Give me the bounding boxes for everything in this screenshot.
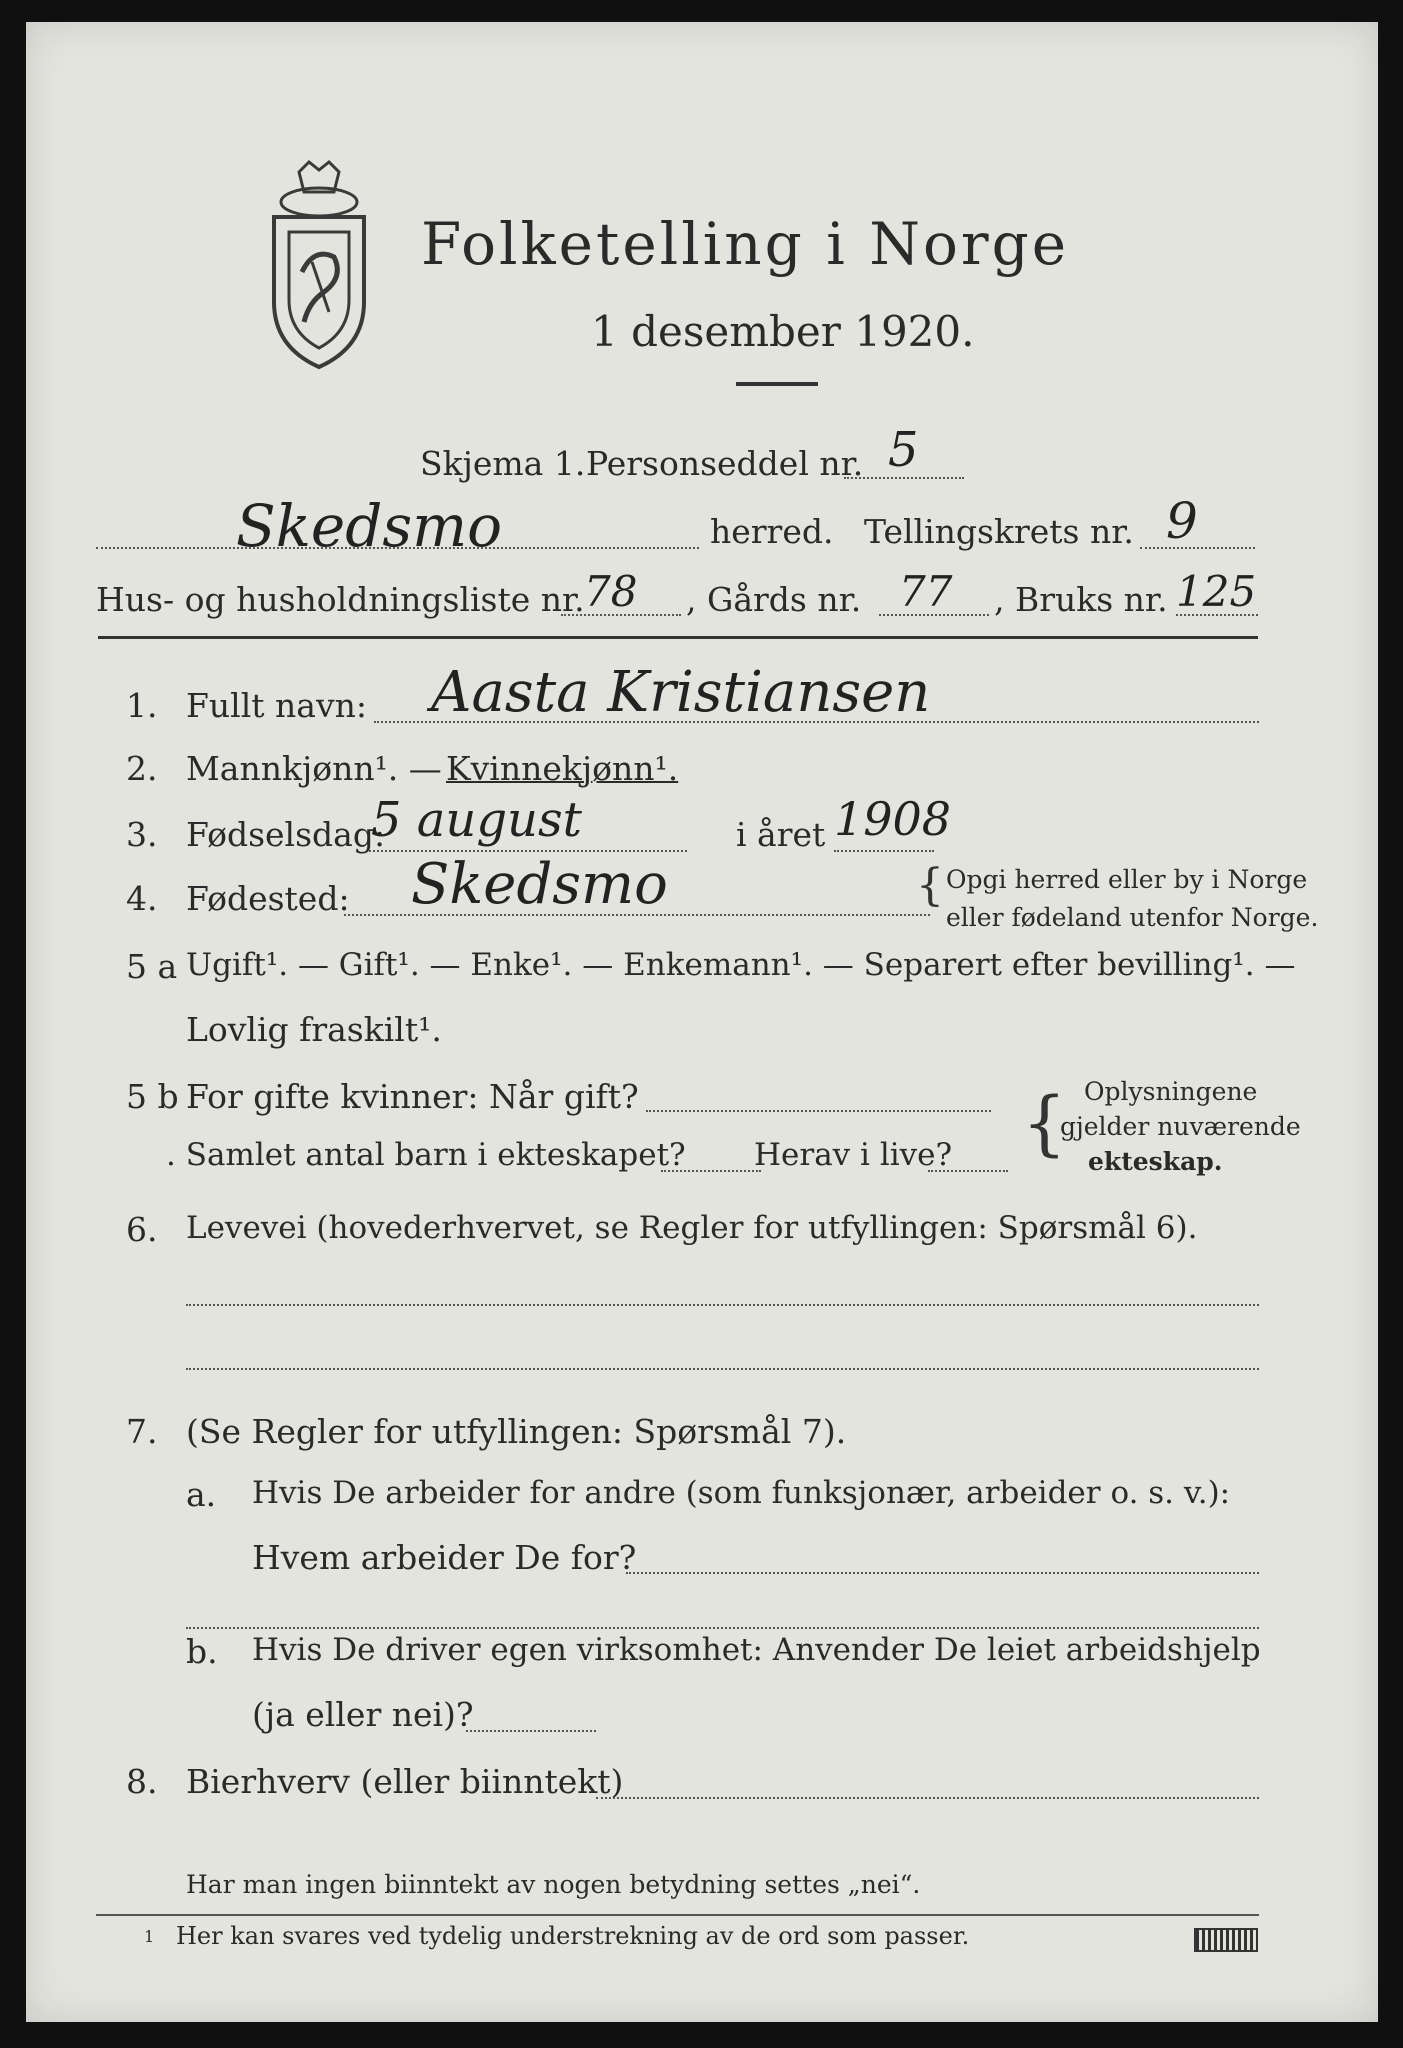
census-date: 1 desember 1920. — [591, 307, 975, 356]
personseddel-label: Personseddel nr. — [586, 444, 864, 483]
q4-note-line-1: Opgi herred eller by i Norge — [946, 865, 1308, 894]
footnote-text: Her kan svares ved tydelig understrekning av de ord som passer. — [176, 1922, 970, 1950]
q5b-alive-label: Herav i live? — [754, 1137, 953, 1173]
q5b-note-line-2: gjelder nuværende — [1060, 1112, 1301, 1141]
q1-value: Aasta Kristiansen — [431, 660, 931, 725]
personseddel-value: 5 — [888, 422, 919, 478]
q6-number: 6. — [126, 1210, 158, 1249]
form-title: Folketelling i Norge — [421, 210, 1070, 278]
q4-brace: { — [916, 860, 944, 911]
q7b-line — [466, 1730, 596, 1732]
footer-note: Har man ingen biinntekt av nogen betydning settes „nei“. — [186, 1870, 921, 1899]
gards-label: , Gårds nr. — [686, 580, 862, 619]
q7b-label: Hvis De driver egen virksomhet: Anvender De leiet arbeidshjelp — [252, 1632, 1261, 1668]
q5b-children-label: . Samlet antal barn i ekteskapet? — [166, 1137, 686, 1173]
q7-number: 7. — [126, 1412, 158, 1451]
tellingskrets-value: 9 — [1166, 492, 1198, 550]
q7a-label: Hvis De arbeider for andre (som funksjonær, arbeider o. s. v.): — [252, 1475, 1231, 1511]
q7-label: (Se Regler for utfyllingen: Spørsmål 7). — [186, 1412, 847, 1451]
census-form-page — [26, 22, 1378, 2022]
q7a-employer-label: Hvem arbeider De for? — [252, 1538, 637, 1577]
bruks-label: , Bruks nr. — [994, 580, 1168, 619]
footnote-mark: 1 — [144, 1927, 155, 1946]
q7b-letter: b. — [186, 1632, 218, 1671]
q5b-note-line-3: ekteskap. — [1088, 1147, 1223, 1176]
hus-label: Hus- og husholdningsliste nr. — [96, 580, 585, 619]
q5b-alive-line — [928, 1170, 1008, 1172]
q5b-children-line — [661, 1170, 761, 1172]
q5b-note-line-1: Oplysningene — [1084, 1077, 1258, 1106]
q7a-line-2 — [186, 1627, 1259, 1629]
q2-number: 2. — [126, 749, 158, 788]
herred-value: Skedsmo — [236, 492, 503, 560]
footer-rule — [96, 1914, 1259, 1916]
q5b-number: 5 b — [126, 1077, 179, 1116]
q5b-brace: { — [1022, 1082, 1067, 1164]
gards-value: 77 — [899, 567, 953, 616]
hus-value: 78 — [584, 567, 638, 616]
q3-label: Fødselsdag: — [186, 815, 386, 854]
q2-female-option: Kvinnekjønn¹. — [446, 749, 679, 788]
printer-stamp — [1194, 1928, 1258, 1952]
q3-year-label: i året — [736, 815, 826, 854]
q5b-married-label: For gifte kvinner: Når gift? — [186, 1077, 639, 1116]
coat-of-arms-icon — [254, 152, 384, 372]
q8-number: 8. — [126, 1762, 158, 1801]
q6-line-1 — [186, 1304, 1259, 1306]
q6-line-2 — [186, 1368, 1259, 1370]
q5a-options-cont: Lovlig fraskilt¹. — [186, 1010, 442, 1049]
schema-label: Skjema 1. — [420, 444, 586, 483]
q8-line — [596, 1797, 1259, 1799]
herred-label: herred. — [710, 512, 834, 551]
q7b-label-cont: (ja eller nei)? — [252, 1695, 474, 1734]
q5a-number: 5 a — [126, 947, 178, 986]
q7a-employer-line — [626, 1572, 1259, 1574]
q8-label: Bierhverv (eller biinntekt) — [186, 1762, 624, 1801]
q3-value: 5 august — [371, 792, 582, 848]
header-rule — [98, 636, 1258, 639]
q5b-married-line — [646, 1110, 991, 1112]
q2-male-option: Mannkjønn¹. — — [186, 749, 442, 788]
q3-number: 3. — [126, 815, 158, 854]
title-divider — [736, 382, 818, 386]
bruks-value: 125 — [1176, 567, 1257, 616]
q6-label: Levevei (hovederhvervet, se Regler for utfyllingen: Spørsmål 6). — [186, 1210, 1198, 1246]
q1-number: 1. — [126, 686, 158, 725]
tellingskrets-label: Tellingskrets nr. — [864, 512, 1134, 551]
q4-label: Fødested: — [186, 879, 350, 918]
q4-value: Skedsmo — [411, 852, 668, 917]
q4-number: 4. — [126, 879, 158, 918]
q1-label: Fullt navn: — [186, 686, 367, 725]
q4-note-line-2: eller fødeland utenfor Norge. — [946, 903, 1319, 932]
q7a-letter: a. — [186, 1475, 217, 1514]
q3-year-line — [834, 850, 934, 852]
q5a-options: Ugift¹. — Gift¹. — Enke¹. — Enkemann¹. — Separert efter bevilling¹. — — [186, 947, 1296, 983]
q3-year-value: 1908 — [834, 792, 952, 846]
